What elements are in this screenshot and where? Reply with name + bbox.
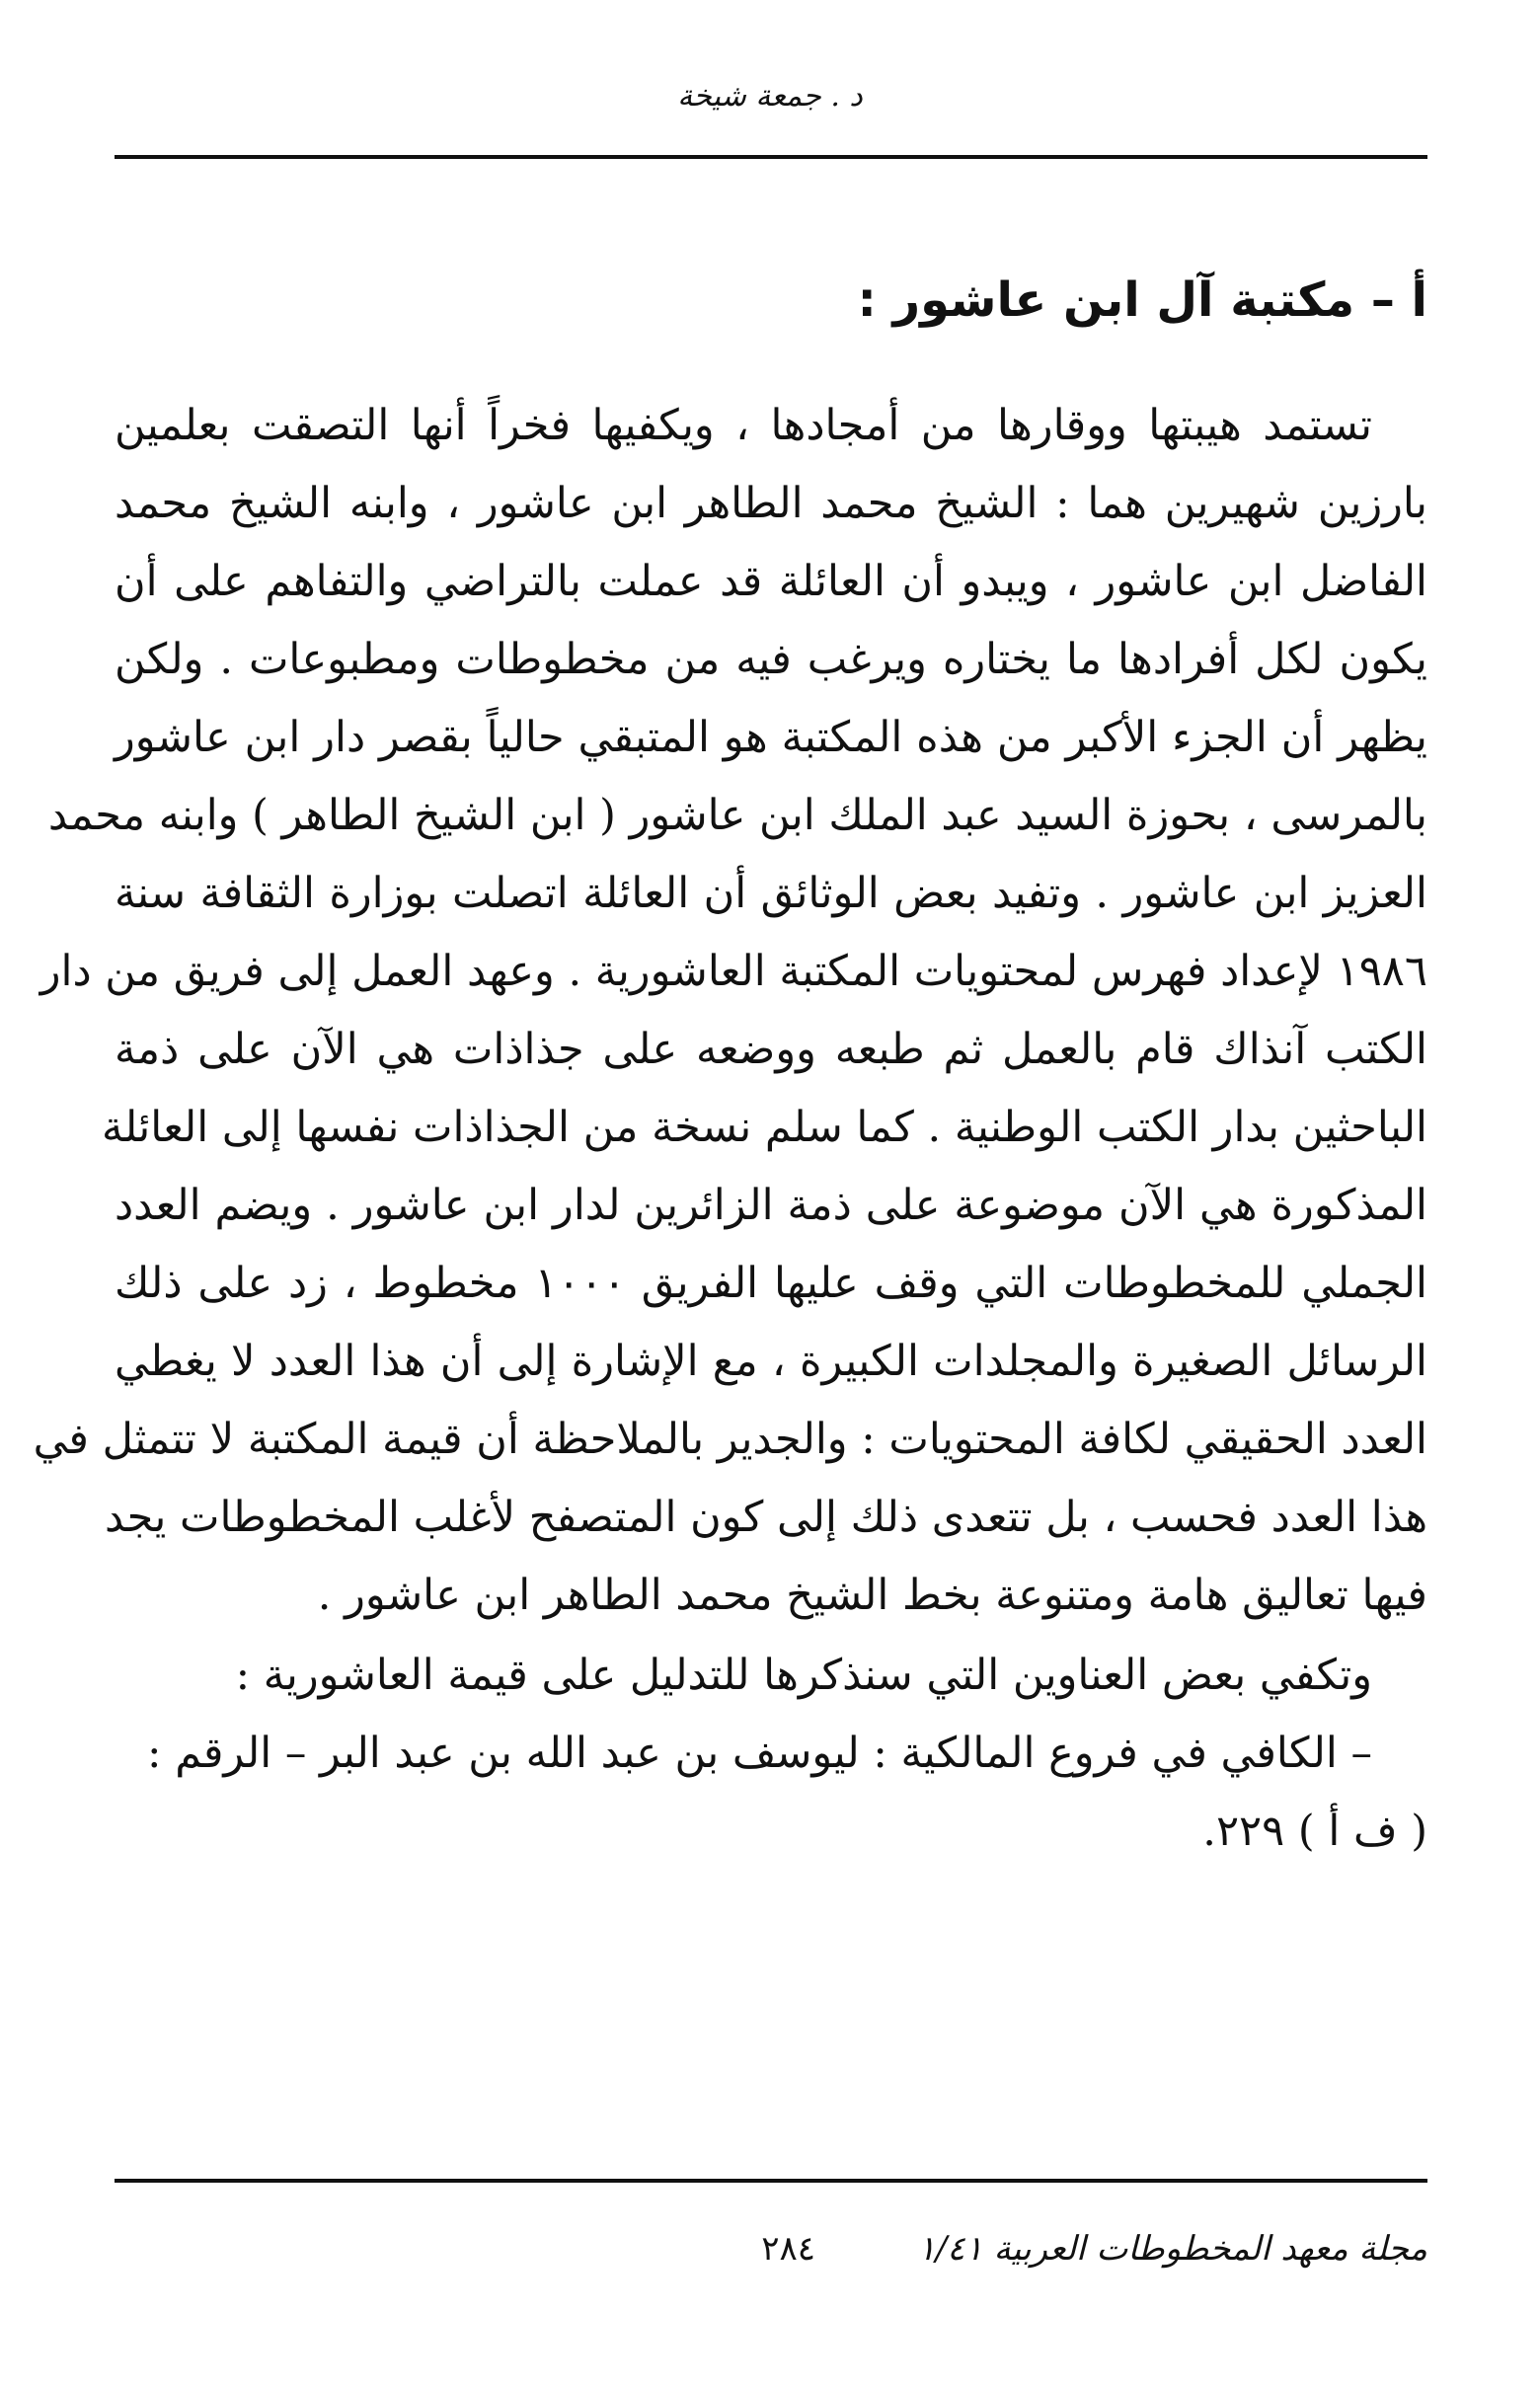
header-rule	[115, 155, 1427, 159]
paragraph-line: هذا العدد فحسب ، بل تتعدى ذلك إلى كون المتصفح لأغلب المخطوطات يجد	[105, 1493, 1427, 1542]
list-item-line: – الكافي في فروع المالكية : ليوسف بن عبد الله بن عبد البر – الرقم :	[147, 1729, 1372, 1778]
paragraph-line: تستمد هيبتها ووقارها من أمجادها ، ويكفيها فخراً أنها التصقت بعلمين	[115, 401, 1372, 450]
footer-rule	[115, 2179, 1427, 2183]
main-paragraph	[33, 387, 1428, 1635]
list-item-line: ( ف أ ) ٢٢٩.	[1202, 1807, 1427, 1856]
titles-intro: وتكفي بعض العناوين التي سنذكرها للتدليل على قيمة العاشورية :	[235, 1651, 1372, 1700]
article-body	[33, 265, 1428, 1871]
paragraph-line: فيها تعاليق هامة ومتنوعة بخط الشيخ محمد الطاهر ابن عاشور .	[317, 1571, 1427, 1620]
paragraph-line: يكون لكل أفرادها ما يختاره ويرغب فيه من مخطوطات ومطبوعات . ولكن	[115, 635, 1427, 684]
page-footer	[115, 2219, 1427, 2278]
journal-citation: مجلة معهد المخطوطات العربية ١/٤١	[917, 2229, 1427, 2269]
running-head: د . جمعة شيخة	[677, 79, 863, 114]
paragraph-line: الكتب آنذاك قام بالعمل ثم طبعه ووضعه على جذاذات هي الآن على ذمة	[115, 1025, 1427, 1074]
paragraph-line: العدد الحقيقي لكافة المحتويات : والجدير بالملاحظة أن قيمة المكتبة لا تتمثل في	[33, 1415, 1427, 1464]
paragraph-line: المذكورة هي الآن موضوعة على ذمة الزائرين لدار ابن عاشور . ويضم العدد	[115, 1181, 1427, 1230]
paragraph-line: العزيز ابن عاشور . وتفيد بعض الوثائق أن العائلة اتصلت بوزارة الثقافة سنة	[115, 869, 1427, 918]
paragraph-line: ١٩٨٦ لإعداد فهرس لمحتويات المكتبة العاشورية . وعهد العمل إلى فريق من دار	[39, 947, 1427, 996]
section-heading: أ – مكتبة آل ابن عاشور :	[857, 272, 1427, 328]
paragraph-line: بارزين شهيرين هما : الشيخ محمد الطاهر ابن عاشور ، وابنه الشيخ محمد	[115, 479, 1427, 528]
paragraph-line: يظهر أن الجزء الأكبر من هذه المكتبة هو المتبقي حالياً بقصر دار ابن عاشور	[115, 713, 1427, 762]
paragraph-line: بالمرسى ، بحوزة السيد عبد الملك ابن عاشور ( ابن الشيخ الطاهر ) وابنه محمد	[47, 791, 1427, 840]
paragraph-line: الفاضل ابن عاشور ، ويبدو أن العائلة قد عملت بالتراضي والتفاهم على أن	[115, 557, 1427, 606]
paragraph-line: الباحثين بدار الكتب الوطنية . كما سلم نسخة من الجذاذات نفسها إلى العائلة	[102, 1103, 1427, 1152]
paragraph-line: الجملي للمخطوطات التي وقف عليها الفريق ١٠٠٠ مخطوط ، زد على ذلك	[115, 1259, 1428, 1308]
paragraph-line: الرسائل الصغيرة والمجلدات الكبيرة ، مع الإشارة إلى أن هذا العدد لا يغطي	[115, 1337, 1427, 1386]
page-number: ٢٨٤	[761, 2229, 815, 2269]
list-item	[115, 1715, 1427, 1871]
